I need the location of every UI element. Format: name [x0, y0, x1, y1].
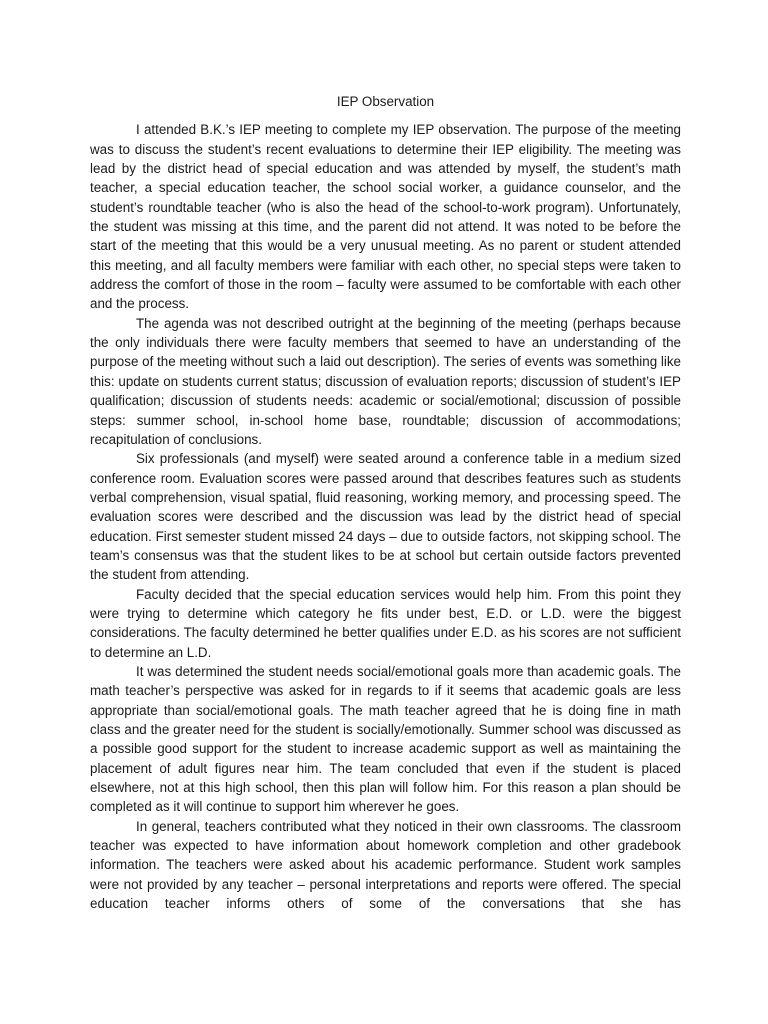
paragraph-5: It was determined the student needs social/emotional goals more than academic goals. The math teacher’s perspective was asked for in regards to if it seems that academic goals are less appropriate than social/emotional goals. The math teacher agreed that he is doing fine in math class and the greater need for the student is socially/emotionally. Summer school was discussed as a possible good support for the student to increase academic support as well as maintaining the placement of adult figures near him. The team concluded that even if the student is placed elsewhere, not at this high school, then this plan will follow him. For this reason a plan should be completed as it will continue to support him wherever he goes.	[90, 663, 681, 815]
paragraph-2: The agenda was not described outright at the beginning of the meeting (perhaps because the only individuals there were faculty members that seemed to have an understanding of the purpose of the meeting without such a laid out description). The series of events was something like this: update on students current status; discussion of evaluation reports; discussion of student’s IEP qualification; discussion of students needs: academic or social/emotional; discussion of possible steps: summer school, in-school home base, roundtable; discussion of accommodations; recapitulation of conclusions.	[90, 315, 681, 447]
document-page	[90, 92, 681, 913]
paragraph-1: I attended B.K.’s IEP meeting to complete my IEP observation. The purpose of the meeting was to discuss the student’s recent evaluations to determine their IEP eligibility. The meeting was lead by the district head of special education and was attended by myself, the student’s math teacher, a special education teacher, the school social worker, a guidance counselor, and the student’s roundtable teacher (who is also the head of the school-to-work program). Unfortunately, the student was missing at this time, and the parent did not attend. It was noted to be before the start of the meeting that this would be a very unusual meeting. As no parent or student attended this meeting, and all faculty members were familiar with each other, no special steps were taken to address the comfort of those in the room – faculty were assumed to be comfortable with each other and the process.	[90, 122, 681, 312]
paragraph-6: In general, teachers contributed what they noticed in their own classrooms. The classroom teacher was expected to have information about homework completion and other gradebook information. The teachers were asked about his academic performance. Student work samples were not provided by any teacher – personal interpretations and reports were offered. The special education teacher informs others of some of the conversations that she has	[90, 818, 681, 912]
paragraph-3: Six professionals (and myself) were seated around a conference table in a medium sized conference room. Evaluation scores were passed around that describes features such as students verbal comprehension, visual spatial, fluid reasoning, working memory, and processing speed. The evaluation scores were described and the discussion was lead by the district head of special education. First semester student missed 24 days – due to outside factors, not skipping school. The team’s consensus was that the student likes to be at school but certain outside factors prevented the student from attending.	[90, 451, 681, 583]
paragraph-4: Faculty decided that the special education services would help him. From this point they were trying to determine which category he fits under best, E.D. or L.D. were the biggest considerations. The faculty determined he better qualifies under E.D. as his scores are not sufficient to determine an L.D.	[90, 586, 681, 660]
document-title: IEP Observation	[336, 94, 435, 109]
